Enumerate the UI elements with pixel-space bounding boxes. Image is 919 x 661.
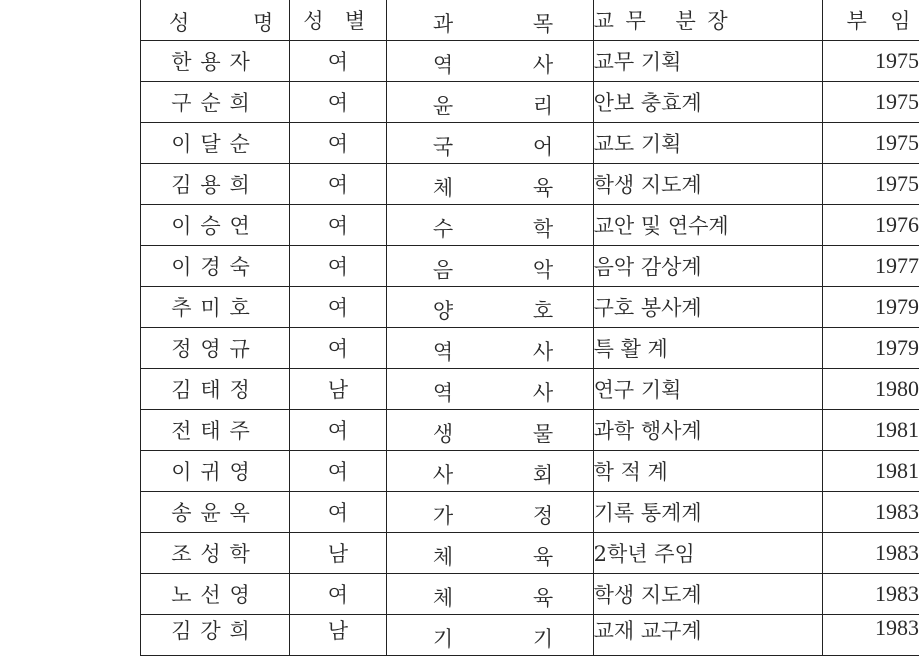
table-row — [141, 246, 919, 287]
table-row — [141, 615, 919, 656]
subject-char-1: 윤 — [432, 94, 454, 118]
subject-char-1: 양 — [432, 299, 454, 323]
table-row — [141, 451, 919, 492]
teacher-duty: 학생 지도계 — [593, 574, 822, 615]
teacher-start-year: 1977 — [822, 246, 919, 287]
teacher-subject — [386, 410, 593, 451]
teacher-subject — [386, 492, 593, 533]
subject-char-2: 육 — [532, 545, 554, 569]
subject-char-1: 역 — [432, 53, 454, 77]
teacher-start-year: 1975 — [822, 41, 919, 82]
table-row — [141, 287, 919, 328]
teacher-duty: 과학 행사계 — [593, 410, 822, 451]
teacher-gender: 여 — [289, 246, 386, 287]
teacher-gender: 여 — [289, 164, 386, 205]
subject-char-1: 역 — [432, 340, 454, 364]
table-row — [141, 41, 919, 82]
header-duty: 교무 분장 — [593, 0, 822, 41]
teacher-name: 김강희 — [141, 615, 290, 656]
teacher-name: 노선영 — [141, 574, 290, 615]
teacher-duty: 안보 충효계 — [593, 82, 822, 123]
table-row — [141, 82, 919, 123]
teacher-subject — [386, 615, 593, 656]
teacher-start-year: 1979 — [822, 328, 919, 369]
teacher-gender: 여 — [289, 574, 386, 615]
teacher-subject — [386, 574, 593, 615]
table-row — [141, 410, 919, 451]
teacher-gender: 여 — [289, 41, 386, 82]
teacher-subject — [386, 82, 593, 123]
teacher-start-year: 1983 — [822, 533, 919, 574]
teacher-gender: 남 — [289, 369, 386, 410]
teacher-gender: 여 — [289, 328, 386, 369]
teacher-start-year: 1981 — [822, 451, 919, 492]
teacher-name: 김태정 — [141, 369, 290, 410]
teacher-duty: 학생 지도계 — [593, 164, 822, 205]
header-year: 부 임 — [822, 0, 919, 41]
teacher-duty: 교도 기획 — [593, 123, 822, 164]
table-row — [141, 492, 919, 533]
teacher-start-year: 1981 — [822, 410, 919, 451]
subject-char-2: 사 — [532, 340, 554, 364]
table-row — [141, 164, 919, 205]
teacher-subject — [386, 369, 593, 410]
table-row — [141, 123, 919, 164]
subject-char-2: 육 — [532, 176, 554, 200]
table-body — [141, 41, 919, 656]
subject-char-2: 사 — [532, 381, 554, 405]
teacher-duty: 연구 기획 — [593, 369, 822, 410]
subject-char-2: 호 — [532, 299, 554, 323]
teacher-duty: 구호 봉사계 — [593, 287, 822, 328]
subject-char-2: 어 — [532, 135, 554, 159]
subject-char-2: 리 — [532, 94, 554, 118]
teacher-gender: 여 — [289, 123, 386, 164]
table-row — [141, 369, 919, 410]
teacher-duty: 교안 및 연수계 — [593, 205, 822, 246]
subject-char-1: 사 — [432, 463, 454, 487]
teacher-start-year: 1975 — [822, 164, 919, 205]
teacher-subject — [386, 164, 593, 205]
teacher-name: 한용자 — [141, 41, 290, 82]
teacher-subject — [386, 123, 593, 164]
teacher-name: 이승연 — [141, 205, 290, 246]
teacher-duty: 학 적 계 — [593, 451, 822, 492]
teacher-subject — [386, 287, 593, 328]
subject-char-1: 기 — [432, 627, 454, 651]
subject-char-2: 육 — [532, 586, 554, 610]
teacher-start-year: 1975 — [822, 123, 919, 164]
teacher-name: 정영규 — [141, 328, 290, 369]
teacher-gender: 여 — [289, 410, 386, 451]
teacher-gender: 여 — [289, 287, 386, 328]
subject-char-1: 체 — [432, 176, 454, 200]
teacher-gender: 남 — [289, 533, 386, 574]
subject-char-1: 가 — [432, 504, 454, 528]
teacher-name: 이달순 — [141, 123, 290, 164]
subject-char-2: 악 — [532, 258, 554, 282]
teacher-duty: 음악 감상계 — [593, 246, 822, 287]
teacher-gender: 여 — [289, 82, 386, 123]
table-row — [141, 205, 919, 246]
teacher-gender: 남 — [289, 615, 386, 656]
teacher-name: 김용희 — [141, 164, 290, 205]
subject-char-2: 사 — [532, 53, 554, 77]
subject-char-2: 학 — [532, 217, 554, 241]
table-header-row — [141, 0, 919, 41]
teacher-subject — [386, 533, 593, 574]
teacher-start-year: 1983 — [822, 492, 919, 533]
subject-char-2: 기 — [532, 627, 554, 651]
teacher-subject — [386, 41, 593, 82]
teacher-name: 추미호 — [141, 287, 290, 328]
table-row — [141, 574, 919, 615]
teacher-start-year: 1975 — [822, 82, 919, 123]
teacher-duty: 교재 교구계 — [593, 615, 822, 656]
teacher-gender: 여 — [289, 451, 386, 492]
teacher-subject — [386, 205, 593, 246]
header-subject: 과 목 — [386, 0, 593, 41]
subject-char-1: 체 — [432, 586, 454, 610]
teacher-duty: 교무 기획 — [593, 41, 822, 82]
teacher-name: 송윤옥 — [141, 492, 290, 533]
teacher-name: 전태주 — [141, 410, 290, 451]
teacher-subject — [386, 451, 593, 492]
subject-char-1: 역 — [432, 381, 454, 405]
teacher-subject — [386, 328, 593, 369]
teacher-name: 구순희 — [141, 82, 290, 123]
subject-char-1: 생 — [432, 422, 454, 446]
teacher-name: 이귀영 — [141, 451, 290, 492]
subject-char-1: 국 — [432, 135, 454, 159]
teacher-duty: 기록 통계계 — [593, 492, 822, 533]
teacher-gender: 여 — [289, 492, 386, 533]
table-row — [141, 533, 919, 574]
subject-char-2: 회 — [532, 463, 554, 487]
teacher-name: 이경숙 — [141, 246, 290, 287]
teacher-start-year: 1980 — [822, 369, 919, 410]
teacher-start-year: 1983 — [822, 574, 919, 615]
teacher-duty: 2학년 주임 — [593, 533, 822, 574]
teacher-roster-table — [140, 0, 919, 656]
teacher-duty: 특 활 계 — [593, 328, 822, 369]
subject-char-1: 체 — [432, 545, 454, 569]
teacher-gender: 여 — [289, 205, 386, 246]
teacher-subject — [386, 246, 593, 287]
teacher-name: 조성학 — [141, 533, 290, 574]
subject-char-2: 정 — [532, 504, 554, 528]
subject-char-2: 물 — [532, 422, 554, 446]
table-row — [141, 328, 919, 369]
teacher-start-year: 1976 — [822, 205, 919, 246]
teacher-start-year: 1983 — [822, 615, 919, 656]
subject-char-1: 음 — [432, 258, 454, 282]
teacher-start-year: 1979 — [822, 287, 919, 328]
header-gender: 성 별 — [289, 0, 386, 41]
subject-char-1: 수 — [432, 217, 454, 241]
header-name: 성 명 — [141, 0, 290, 41]
